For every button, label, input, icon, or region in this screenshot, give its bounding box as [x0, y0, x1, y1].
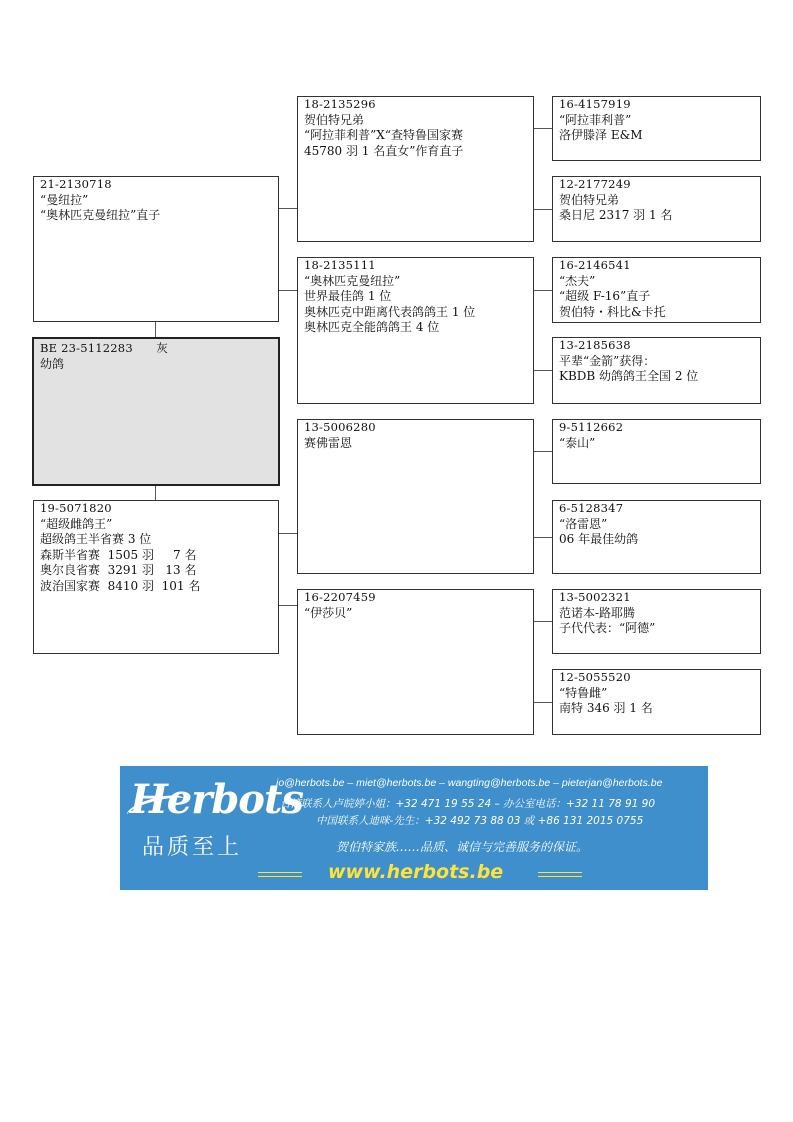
sire-box: [33, 176, 279, 322]
dam-dam-dam-box: [552, 669, 761, 735]
dsd-line: 06 年最佳幼鸽: [559, 532, 639, 546]
dss-line: “泰山”: [559, 435, 596, 450]
ssd-line: 桑日尼 2317 羽 1 名: [559, 208, 673, 222]
sss-line: “阿拉菲利普”: [559, 112, 632, 127]
dam-ring: 19-5071820: [40, 501, 112, 515]
sdd-line: KBDB 幼鸽鸽王全国 2 位: [559, 369, 699, 383]
dds-line: 范诺本-路耶腾: [559, 605, 636, 620]
dam-line: 波治国家赛 8410 羽 101 名: [40, 578, 201, 593]
connector-dd-dds: [534, 621, 552, 622]
dam-dam-box: [297, 589, 534, 735]
ssd-line: 贺伯特兄弟: [559, 192, 620, 207]
sire-dam-ring: 18-2135111: [304, 258, 376, 272]
connector-subject-dam: [155, 486, 156, 500]
connector-ds-dss: [534, 451, 552, 452]
connector-dam-dd: [279, 605, 297, 606]
sire-dam-line: 奥林匹克中距离代表鸽鸽王 1 位: [304, 304, 476, 319]
dam-box: [33, 500, 279, 654]
dds-line: 子代代表：“阿德”: [559, 621, 656, 635]
sire-sire-dam-box: [552, 176, 761, 242]
dam-line: “超级雌鸽王”: [40, 516, 113, 531]
dam-line: 超级鸽王半省赛 3 位: [40, 532, 152, 546]
dsd-line: “洛雷恩”: [559, 516, 608, 531]
sds-line: “杰夫”: [559, 273, 596, 288]
sds-ring: 16-2146541: [559, 258, 631, 272]
dam-sire-ring: 13-5006280: [304, 420, 376, 434]
dss-ring: 9-5112662: [559, 420, 624, 434]
ddd-line: 南特 346 羽 1 名: [559, 701, 653, 715]
banner-motto: 贺伯特家族……品质、诚信与完善服务的保证。: [336, 840, 589, 854]
sire-sire-line: “阿拉菲利普”X“查特鲁国家赛: [304, 128, 463, 142]
herbots-logo: Herbots: [130, 776, 303, 823]
connector-sire-subject: [155, 322, 156, 337]
subject-ring: BE 23-5112283 灰: [40, 341, 168, 355]
sire-dam-dam-box: [552, 337, 761, 404]
banner-website-link[interactable]: www.herbots.be: [328, 861, 504, 883]
subject-pigeon-box: [32, 337, 280, 486]
connector-ss-ssd: [534, 209, 552, 210]
ssd-ring: 12-2177249: [559, 177, 631, 191]
sire-sire-line: 45780 羽 1 名直女”作育直子: [304, 143, 464, 158]
dam-sire-dam-box: [552, 500, 761, 574]
banner-taiwan-contact: 台湾联系人卢皖婷小姐：+32 471 19 55 24 – 办公室电话：+32 11 78 91 90: [280, 798, 656, 810]
sdd-line: 平辈“金箭”获得：: [559, 353, 656, 368]
sire-dam-box: [297, 257, 534, 404]
sds-line: 贺伯特・科比&卡托: [559, 304, 666, 319]
ddd-line: “特鲁雌”: [559, 685, 608, 700]
dam-sire-line: 赛佛雷恩: [304, 435, 353, 450]
dam-dam-line: “伊莎贝”: [304, 605, 353, 620]
sire-line: “奥林匹克曼纽拉”直子: [40, 208, 161, 222]
dam-sire-box: [297, 419, 534, 574]
sire-dam-line: “奥林匹克曼纽拉”: [304, 273, 401, 288]
connector-dd-ddd: [534, 702, 552, 703]
sire-sire-sire-box: [552, 96, 761, 161]
connector-sd-sdd: [534, 370, 552, 371]
dsd-ring: 6-5128347: [559, 501, 624, 515]
dam-dam-sire-box: [552, 589, 761, 654]
sds-line: “超级 F-16”直子: [559, 289, 651, 303]
dam-line: 森斯半省赛 1505 羽 7 名: [40, 547, 197, 562]
connector-sire-sd: [279, 290, 297, 291]
connector-ss-sss: [534, 128, 552, 129]
sss-line: 洛伊滕泽 E&M: [559, 128, 643, 142]
dam-sire-sire-box: [552, 419, 761, 484]
banner-slogan: 品质至上: [142, 835, 243, 860]
dds-ring: 13-5002321: [559, 590, 631, 604]
connector-ds-dsd: [534, 537, 552, 538]
sire-dam-line: 奥林匹克全能鸽鸽王 4 位: [304, 320, 440, 334]
sire-dam-line: 世界最佳鸽 1 位: [304, 289, 392, 303]
sdd-ring: 13-2185638: [559, 338, 631, 352]
banner-divider-right: [538, 872, 582, 877]
sire-sire-line: 贺伯特兄弟: [304, 112, 365, 127]
banner-divider-left: [258, 872, 302, 877]
banner-emails: jo@herbots.be – miet@herbots.be – wangting@herbots.be – pieterjan@herbots.be: [276, 777, 663, 789]
ddd-ring: 12-5055520: [559, 670, 631, 684]
sss-ring: 16-4157919: [559, 97, 631, 111]
dam-line: 奥尔良省赛 3291 羽 13 名: [40, 563, 197, 577]
subject-desc: 幼鸽: [40, 356, 65, 371]
connector-dam-ds: [279, 533, 297, 534]
sire-sire-ring: 18-2135296: [304, 97, 376, 111]
sire-ring: 21-2130718: [40, 177, 112, 191]
connector-sd-sds: [534, 290, 552, 291]
herbots-banner: [120, 766, 708, 890]
connector-sire-ss: [279, 208, 297, 209]
sire-sire-box: [297, 96, 534, 242]
sire-dam-sire-box: [552, 257, 761, 323]
sire-line: “曼纽拉”: [40, 192, 89, 207]
banner-china-contact: 中国联系人迪咪-先生：+32 492 73 88 03 或 +86 131 2015 0755: [316, 815, 644, 827]
dam-dam-ring: 16-2207459: [304, 590, 376, 604]
